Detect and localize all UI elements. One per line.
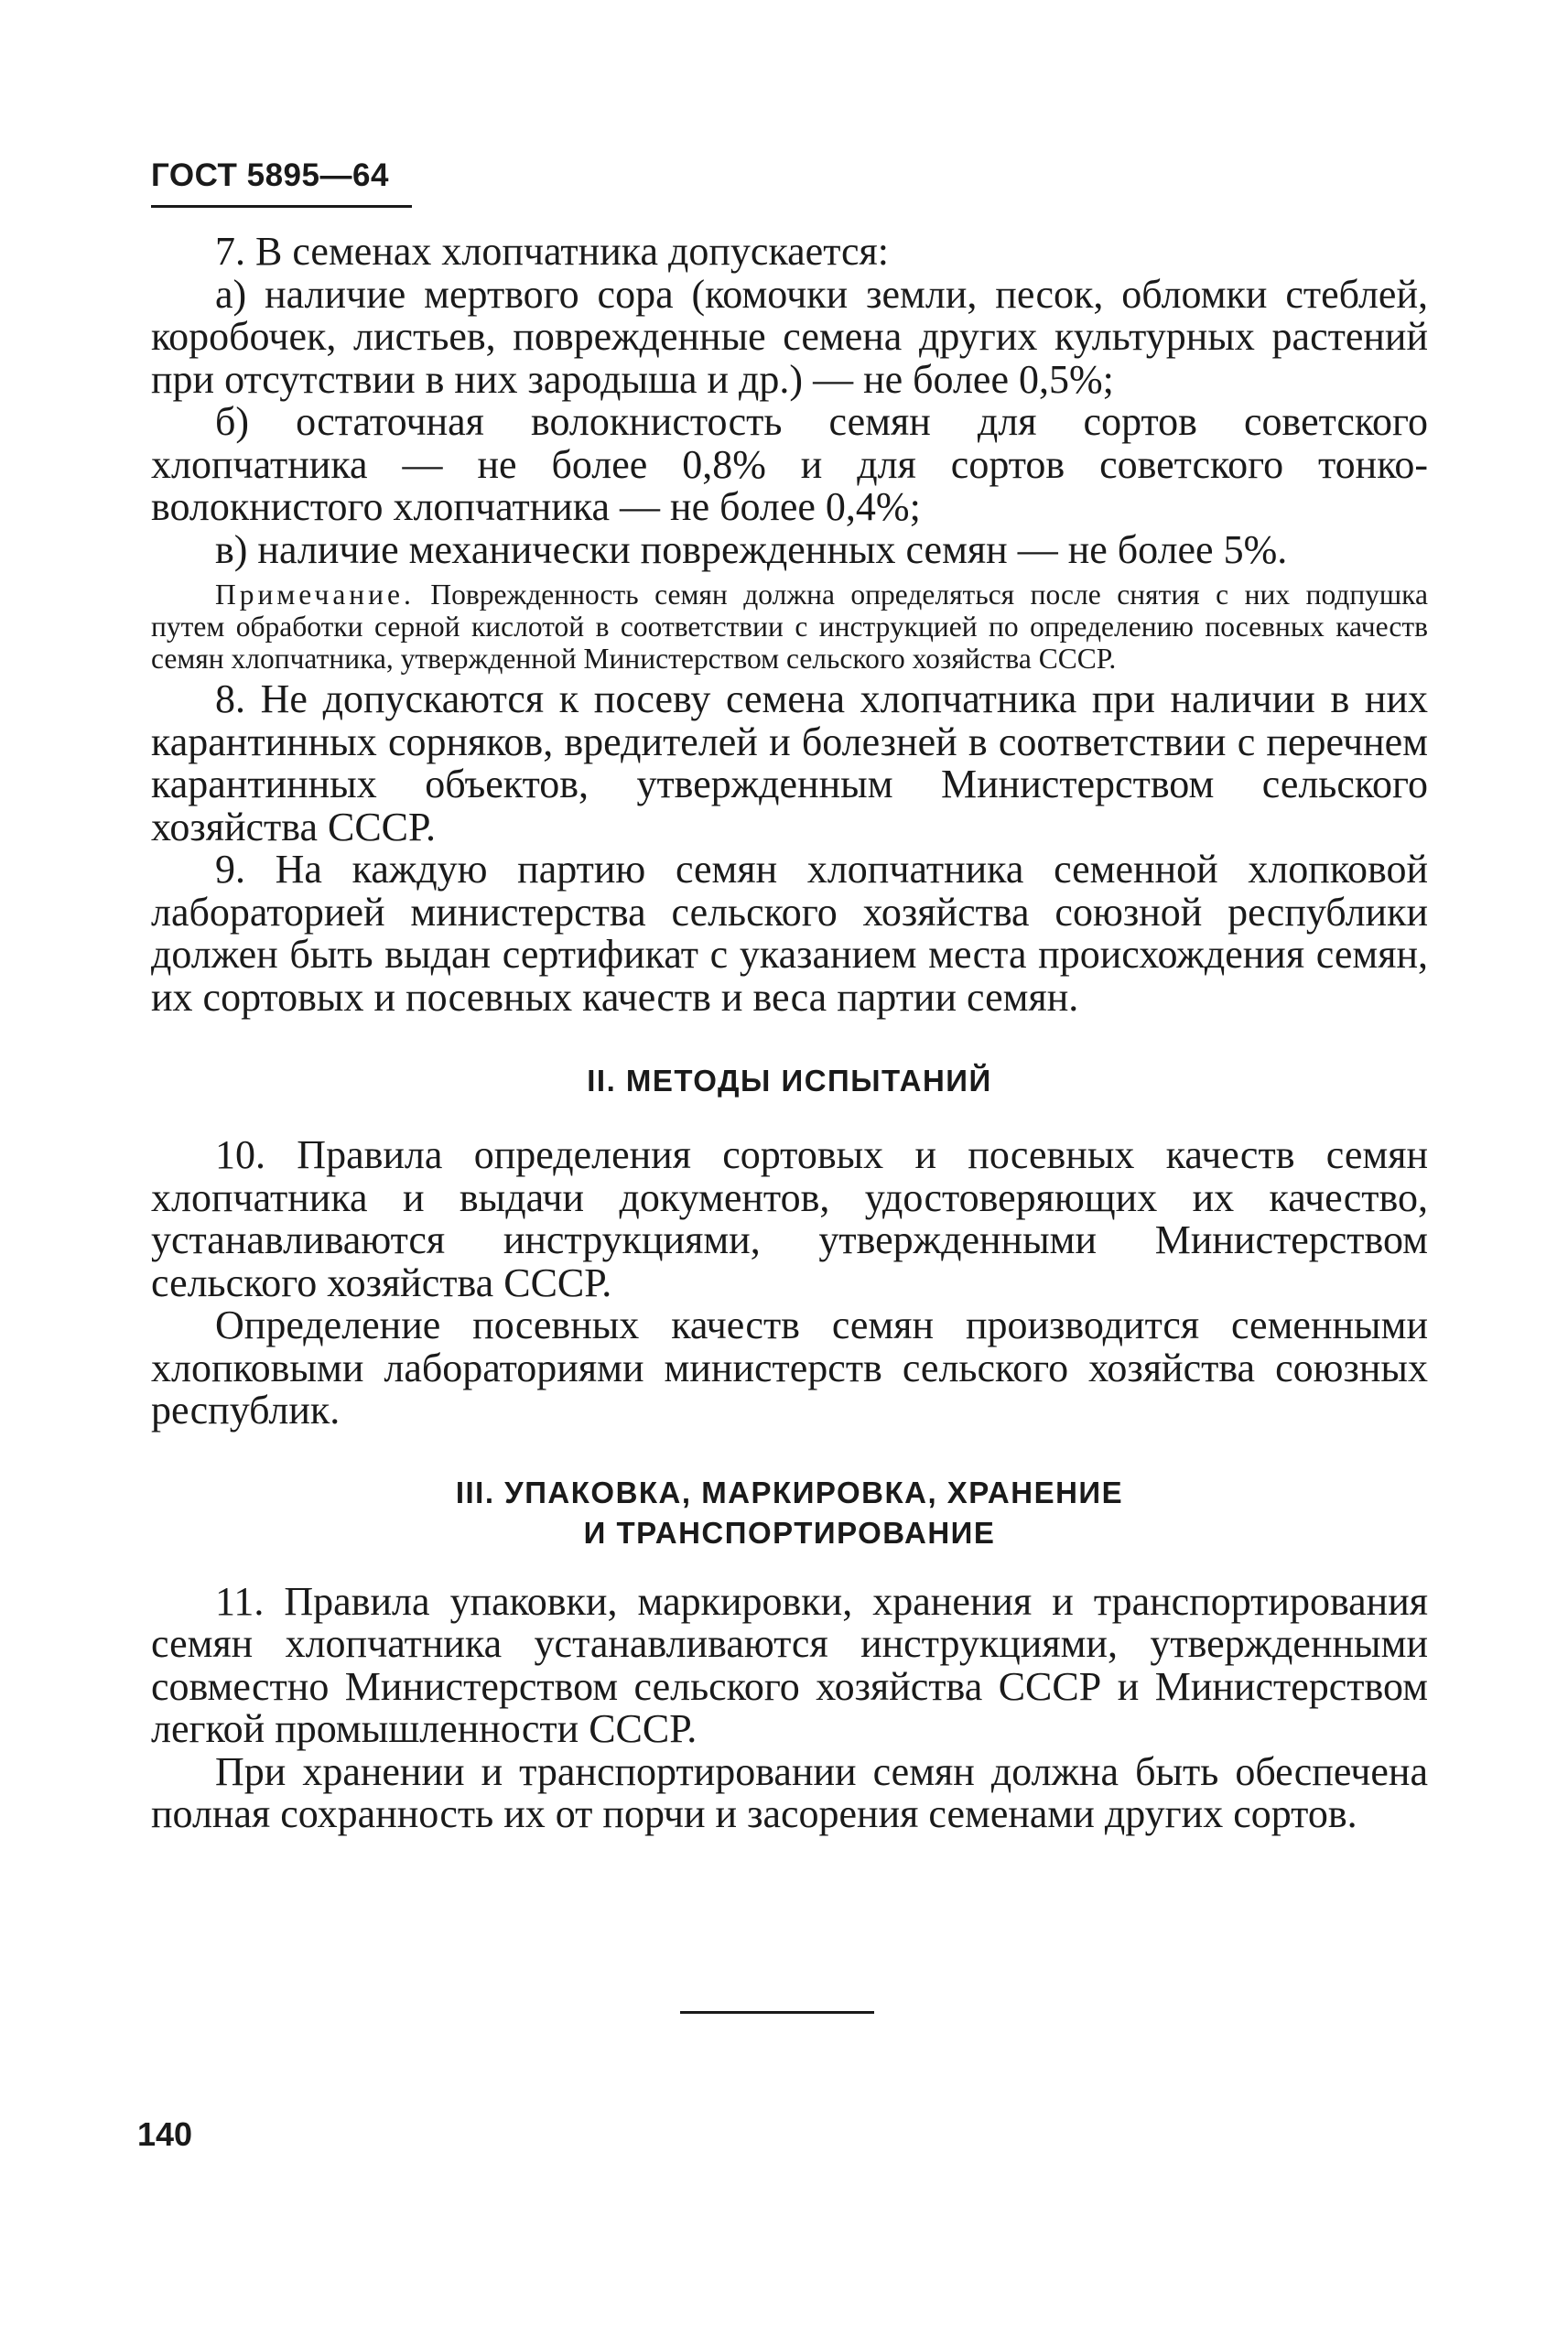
end-rule <box>680 2011 874 2014</box>
paragraph-8: 8. Не допускаются к посеву семена хлопчатника при наличии в них карантинных сорняков, вредителей и болезней в соответствии с перечнем карантинных объектов, утвержденным Министерством сельского хозяйства СССР. <box>151 676 1428 849</box>
paragraph-7-intro: 7. В семенах хлопчатника допускается: <box>215 229 889 274</box>
paragraph-11-continued: При хранении и транспортировании семян должна быть обеспечена полная сохранность их от порчи и засорения семенами других сортов. <box>151 1748 1428 1836</box>
section-2-title: II. МЕТОДЫ ИСПЫТАНИЙ <box>587 1064 992 1098</box>
paragraph-7a: а) наличие мертвого сора (комочки земли, песок, обломки стеблей, коробочек, листьев, поврежденные семена других культурных растений при отсутствии в них зародыша и др.) — не более 0,5%; <box>151 271 1428 402</box>
document-body <box>151 231 1428 1836</box>
page-number: 140 <box>137 2115 193 2153</box>
paragraph-7c: в) наличие механически поврежденных семян — не более 5%. <box>215 526 1288 572</box>
paragraph-9: 9. На каждую партию семян хлопчатника семенной хлопковой лабораторией министерства сельского хозяйства союзной республики должен быть выдан сертификат с указанием места происхождения семян, их сортовых и посевных качеств и веса партии семян. <box>151 847 1428 1020</box>
section-3-title-line1: III. УПАКОВКА, МАРКИРОВКА, ХРАНЕНИЕ <box>455 1475 1124 1509</box>
note-label: Примечание. <box>215 579 415 611</box>
section-3-heading <box>151 1473 1428 1553</box>
note-text: Поврежденность семян должна определяться после снятия с них подпушка путем обработки серной кислотой в соответствии с инструкцией по определению посевных качеств семян хлопчатника, утвержденной Министерством сельского хозяйства СССР. <box>151 579 1428 675</box>
paragraph-11: 11. Правила упаковки, маркировки, хранения и транспортирования семян хлопчатника устанавливаются инструкциями, утвержденными совместно Министерством сельского хозяйства СССР и Министерством легкой промышленности СССР. <box>151 1578 1428 1751</box>
paragraph-10: 10. Правила определения сортовых и посевных качеств семян хлопчатника и выдачи документов, удостоверяющих их качество, устанавливаются инструкциями, утвержденными Министерством сельского хозяйства СССР. <box>151 1132 1428 1305</box>
paragraph-7b: б) остаточная волокнистость семян для сортов советского хлопчатника — не более 0,8% и для сортов советского тонко-волокнистого хлопчатника — не более 0,4%; <box>151 399 1428 529</box>
section-3-title-line2: И ТРАНСПОРТИРОВАНИЕ <box>583 1515 996 1550</box>
paragraph-10-continued: Определение посевных качеств семян производится семенными хлопковыми лабораториями министерств сельского хозяйства союзных республик. <box>151 1303 1428 1433</box>
document-header: ГОСТ 5895—64 <box>151 156 412 208</box>
note <box>151 579 1428 675</box>
